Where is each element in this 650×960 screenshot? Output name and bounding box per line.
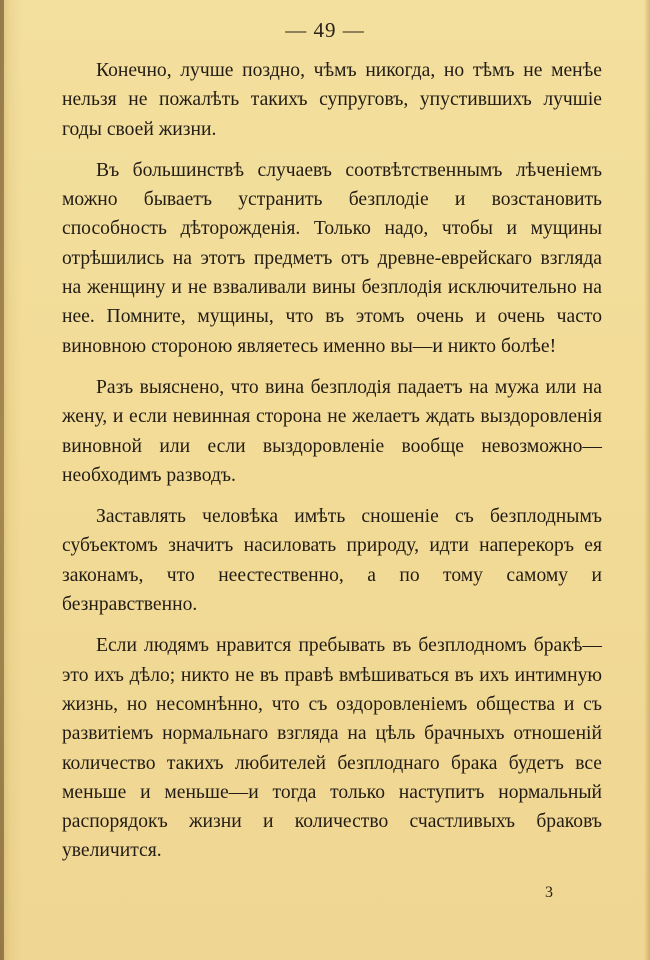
page-spine-shadow xyxy=(0,0,4,960)
page-edge-shadow xyxy=(644,0,650,960)
paragraph-4: Заставлять человѣка имѣть сношеніе съ безплоднымъ субъектомъ значитъ насиловать природу, идти наперекоръ ея законамъ, что неестественно, а по тому самому и безнравственно. xyxy=(62,506,602,616)
body-text xyxy=(62,56,602,878)
paragraph-1: Конечно, лучше поздно, чѣмъ никогда, но тѣмъ не менѣе нельзя не пожалѣть такихъ супруговъ, упустившихъ лучшіе годы своей жизни. xyxy=(62,60,602,140)
paragraph-2: Въ большинствѣ случаевъ соотвѣтственнымъ лѣченіемъ можно бываетъ устранить безплодіе и возстановить способность дѣторожденія. Только надо, чтобы и мущины отрѣшились на этотъ предметъ отъ древне-еврейскаго взгляда на женщину и не взваливали вины безплодія исключительно на нее. Помните, мущины, что въ этомъ очень и очень часто виновною стороною являетесь именно вы—и никто болѣе! xyxy=(62,159,602,357)
signature-mark: 3 xyxy=(545,884,553,901)
paragraph-5: Если людямъ нравится пребывать въ безплодномъ бракѣ—это ихъ дѣло; никто не въ правѣ вмѣшиваться въ ихъ интимную жизнь, но несомнѣнно, что съ оздоровленіемъ общества и съ развитіемъ нормальнаго взгляда на цѣль брачныхъ отношеній количество такихъ любителей безплоднаго брака будетъ все меньше и меньше—и тогда только наступитъ нормальный распорядокъ жизни и количество счастливыхъ браковъ увеличится. xyxy=(62,635,602,862)
page-number: — 49 — xyxy=(285,18,365,42)
paragraph-3: Разъ выяснено, что вина безплодія падаетъ на мужа или на жену, и если невинная сторона не желаетъ ждать выздоровленія виновной или если выздоровленіе вообще невозможно—необходимъ разводъ. xyxy=(62,376,602,486)
